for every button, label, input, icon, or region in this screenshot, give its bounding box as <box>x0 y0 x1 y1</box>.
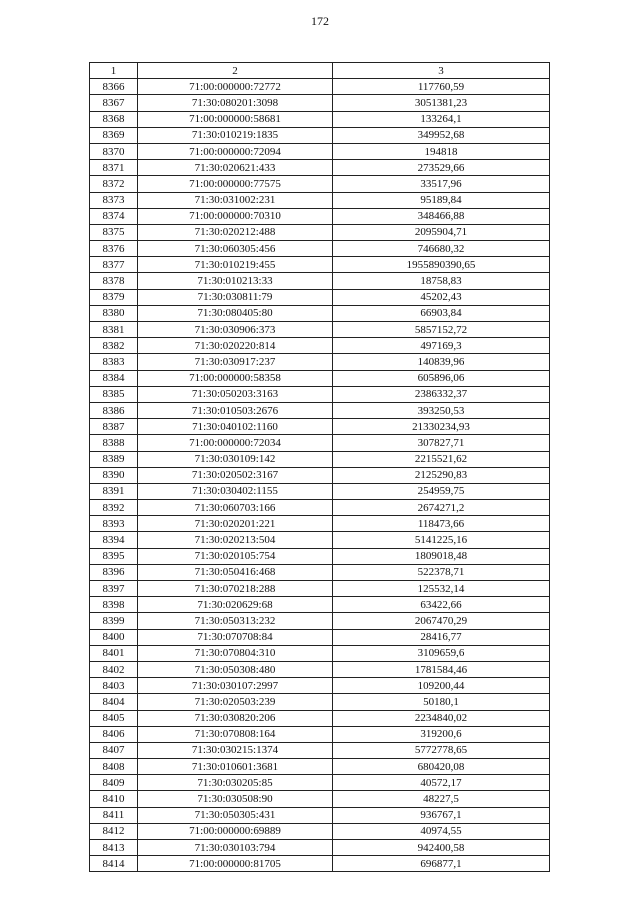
row-number-cell: 8401 <box>90 645 138 661</box>
table-row <box>90 79 550 95</box>
table-row <box>90 143 550 159</box>
table-row <box>90 694 550 710</box>
table-row <box>90 273 550 289</box>
data-table <box>89 62 550 872</box>
value-cell: 5772778,65 <box>333 742 550 758</box>
table-row <box>90 775 550 791</box>
row-number-cell: 8366 <box>90 79 138 95</box>
cadastral-number-cell: 71:30:010503:2676 <box>138 402 333 418</box>
table-row <box>90 548 550 564</box>
table-row <box>90 111 550 127</box>
cadastral-number-cell: 71:00:000000:72094 <box>138 143 333 159</box>
cadastral-number-cell: 71:30:010213:33 <box>138 273 333 289</box>
row-number-cell: 8407 <box>90 742 138 758</box>
value-cell: 109200,44 <box>333 678 550 694</box>
value-cell: 746680,32 <box>333 241 550 257</box>
row-number-cell: 8388 <box>90 435 138 451</box>
table-row <box>90 370 550 386</box>
value-cell: 63422,66 <box>333 597 550 613</box>
cadastral-number-cell: 71:30:030811:79 <box>138 289 333 305</box>
value-cell: 2674271,2 <box>333 500 550 516</box>
row-number-cell: 8368 <box>90 111 138 127</box>
cadastral-number-cell: 71:30:020105:754 <box>138 548 333 564</box>
table-row <box>90 613 550 629</box>
value-cell: 307827,71 <box>333 435 550 451</box>
table-row <box>90 386 550 402</box>
value-cell: 522378,71 <box>333 564 550 580</box>
row-number-cell: 8399 <box>90 613 138 629</box>
value-cell: 48227,5 <box>333 791 550 807</box>
cadastral-number-cell: 71:30:031002:231 <box>138 192 333 208</box>
cadastral-number-cell: 71:30:020503:239 <box>138 694 333 710</box>
table-row <box>90 710 550 726</box>
value-cell: 2125290,83 <box>333 467 550 483</box>
cadastral-number-cell: 71:30:020502:3167 <box>138 467 333 483</box>
row-number-cell: 8412 <box>90 823 138 839</box>
cadastral-number-cell: 71:30:030109:142 <box>138 451 333 467</box>
cadastral-number-cell: 71:00:000000:77575 <box>138 176 333 192</box>
value-cell: 33517,96 <box>333 176 550 192</box>
value-cell: 273529,66 <box>333 160 550 176</box>
cadastral-number-cell: 71:30:030508:90 <box>138 791 333 807</box>
table-row <box>90 840 550 856</box>
table-row <box>90 127 550 143</box>
value-cell: 18758,83 <box>333 273 550 289</box>
table-row <box>90 224 550 240</box>
row-number-cell: 8381 <box>90 322 138 338</box>
value-cell: 680420,08 <box>333 759 550 775</box>
table-row <box>90 856 550 872</box>
row-number-cell: 8384 <box>90 370 138 386</box>
row-number-cell: 8367 <box>90 95 138 111</box>
table-row <box>90 257 550 273</box>
cadastral-number-cell: 71:00:000000:81705 <box>138 856 333 872</box>
row-number-cell: 8390 <box>90 467 138 483</box>
row-number-cell: 8375 <box>90 224 138 240</box>
row-number-cell: 8387 <box>90 419 138 435</box>
cadastral-number-cell: 71:30:050313:232 <box>138 613 333 629</box>
cadastral-number-cell: 71:30:030906:373 <box>138 322 333 338</box>
cadastral-number-cell: 71:30:040102:1160 <box>138 419 333 435</box>
table-row <box>90 402 550 418</box>
row-number-cell: 8405 <box>90 710 138 726</box>
cadastral-number-cell: 71:30:030107:2997 <box>138 678 333 694</box>
value-cell: 3109659,6 <box>333 645 550 661</box>
row-number-cell: 8391 <box>90 483 138 499</box>
value-cell: 1809018,48 <box>333 548 550 564</box>
cadastral-number-cell: 71:30:060703:166 <box>138 500 333 516</box>
value-cell: 2095904,71 <box>333 224 550 240</box>
cadastral-number-cell: 71:30:020213:504 <box>138 532 333 548</box>
cadastral-number-cell: 71:30:060305:456 <box>138 241 333 257</box>
cadastral-number-cell: 71:30:010601:3681 <box>138 759 333 775</box>
cadastral-number-cell: 71:00:000000:70310 <box>138 208 333 224</box>
row-number-cell: 8370 <box>90 143 138 159</box>
row-number-cell: 8382 <box>90 338 138 354</box>
cadastral-number-cell: 71:30:030820:206 <box>138 710 333 726</box>
table-row <box>90 807 550 823</box>
value-cell: 3051381,23 <box>333 95 550 111</box>
value-cell: 66903,84 <box>333 305 550 321</box>
value-cell: 2215521,62 <box>333 451 550 467</box>
cadastral-number-cell: 71:30:050308:480 <box>138 661 333 677</box>
value-cell: 133264,1 <box>333 111 550 127</box>
row-number-cell: 8413 <box>90 840 138 856</box>
cadastral-number-cell: 71:30:030402:1155 <box>138 483 333 499</box>
row-number-cell: 8395 <box>90 548 138 564</box>
table-row <box>90 581 550 597</box>
value-cell: 942400,58 <box>333 840 550 856</box>
value-cell: 1781584,46 <box>333 661 550 677</box>
value-cell: 936767,1 <box>333 807 550 823</box>
value-cell: 45202,43 <box>333 289 550 305</box>
row-number-cell: 8414 <box>90 856 138 872</box>
value-cell: 1955890390,65 <box>333 257 550 273</box>
table-row <box>90 419 550 435</box>
table-row <box>90 289 550 305</box>
table-row <box>90 451 550 467</box>
row-number-cell: 8378 <box>90 273 138 289</box>
row-number-cell: 8406 <box>90 726 138 742</box>
cadastral-number-cell: 71:30:050203:3163 <box>138 386 333 402</box>
table-row <box>90 823 550 839</box>
table-row <box>90 629 550 645</box>
cadastral-number-cell: 71:30:050305:431 <box>138 807 333 823</box>
table-row <box>90 467 550 483</box>
table-row <box>90 354 550 370</box>
cadastral-number-cell: 71:30:080405:80 <box>138 305 333 321</box>
row-number-cell: 8392 <box>90 500 138 516</box>
value-cell: 40572,17 <box>333 775 550 791</box>
column-header-1: 1 <box>90 63 138 79</box>
table-row <box>90 516 550 532</box>
cadastral-number-cell: 71:30:030215:1374 <box>138 742 333 758</box>
table-row <box>90 759 550 775</box>
row-number-cell: 8396 <box>90 564 138 580</box>
cadastral-number-cell: 71:30:020629:68 <box>138 597 333 613</box>
cadastral-number-cell: 71:30:070804:310 <box>138 645 333 661</box>
table-row <box>90 678 550 694</box>
value-cell: 319200,6 <box>333 726 550 742</box>
table-row <box>90 160 550 176</box>
row-number-cell: 8377 <box>90 257 138 273</box>
row-number-cell: 8393 <box>90 516 138 532</box>
cadastral-number-cell: 71:30:050416:468 <box>138 564 333 580</box>
page-number: 172 <box>311 14 329 28</box>
row-number-cell: 8379 <box>90 289 138 305</box>
table-row <box>90 500 550 516</box>
row-number-cell: 8374 <box>90 208 138 224</box>
value-cell: 194818 <box>333 143 550 159</box>
row-number-cell: 8404 <box>90 694 138 710</box>
value-cell: 5857152,72 <box>333 322 550 338</box>
table-row <box>90 564 550 580</box>
value-cell: 393250,53 <box>333 402 550 418</box>
row-number-cell: 8380 <box>90 305 138 321</box>
value-cell: 5141225,16 <box>333 532 550 548</box>
value-cell: 40974,55 <box>333 823 550 839</box>
cadastral-number-cell: 71:30:030917:237 <box>138 354 333 370</box>
value-cell: 605896,06 <box>333 370 550 386</box>
value-cell: 349952,68 <box>333 127 550 143</box>
cadastral-number-cell: 71:30:020621:433 <box>138 160 333 176</box>
row-number-cell: 8372 <box>90 176 138 192</box>
table-row <box>90 791 550 807</box>
cadastral-number-cell: 71:30:030205:85 <box>138 775 333 791</box>
row-number-cell: 8403 <box>90 678 138 694</box>
column-header-2: 2 <box>138 63 333 79</box>
row-number-cell: 8409 <box>90 775 138 791</box>
cadastral-number-cell: 71:30:070708:84 <box>138 629 333 645</box>
cadastral-number-cell: 71:00:000000:72772 <box>138 79 333 95</box>
column-header-3: 3 <box>333 63 550 79</box>
value-cell: 696877,1 <box>333 856 550 872</box>
table-row <box>90 176 550 192</box>
table-body <box>90 79 550 872</box>
table-row <box>90 483 550 499</box>
cadastral-number-cell: 71:00:000000:72034 <box>138 435 333 451</box>
row-number-cell: 8411 <box>90 807 138 823</box>
cadastral-number-cell: 71:30:010219:455 <box>138 257 333 273</box>
value-cell: 2234840,02 <box>333 710 550 726</box>
table-row <box>90 597 550 613</box>
value-cell: 117760,59 <box>333 79 550 95</box>
table-row <box>90 322 550 338</box>
value-cell: 50180,1 <box>333 694 550 710</box>
table-row <box>90 435 550 451</box>
row-number-cell: 8386 <box>90 402 138 418</box>
cadastral-number-cell: 71:30:020220:814 <box>138 338 333 354</box>
value-cell: 2067470,29 <box>333 613 550 629</box>
value-cell: 21330234,93 <box>333 419 550 435</box>
row-number-cell: 8410 <box>90 791 138 807</box>
row-number-cell: 8369 <box>90 127 138 143</box>
table-row <box>90 661 550 677</box>
table-row <box>90 241 550 257</box>
table-row <box>90 338 550 354</box>
cadastral-number-cell: 71:30:020212:488 <box>138 224 333 240</box>
row-number-cell: 8376 <box>90 241 138 257</box>
row-number-cell: 8397 <box>90 581 138 597</box>
cadastral-number-cell: 71:30:070218:288 <box>138 581 333 597</box>
row-number-cell: 8398 <box>90 597 138 613</box>
value-cell: 2386332,37 <box>333 386 550 402</box>
table-row <box>90 208 550 224</box>
value-cell: 28416,77 <box>333 629 550 645</box>
value-cell: 497169,3 <box>333 338 550 354</box>
cadastral-number-cell: 71:30:010219:1835 <box>138 127 333 143</box>
row-number-cell: 8383 <box>90 354 138 370</box>
table-row <box>90 645 550 661</box>
row-number-cell: 8385 <box>90 386 138 402</box>
row-number-cell: 8373 <box>90 192 138 208</box>
value-cell: 254959,75 <box>333 483 550 499</box>
value-cell: 140839,96 <box>333 354 550 370</box>
row-number-cell: 8400 <box>90 629 138 645</box>
cadastral-number-cell: 71:00:000000:58681 <box>138 111 333 127</box>
row-number-cell: 8408 <box>90 759 138 775</box>
value-cell: 118473,66 <box>333 516 550 532</box>
cadastral-number-cell: 71:30:070808:164 <box>138 726 333 742</box>
cadastral-number-cell: 71:00:000000:58358 <box>138 370 333 386</box>
cadastral-number-cell: 71:30:030103:794 <box>138 840 333 856</box>
table-row <box>90 742 550 758</box>
value-cell: 348466,88 <box>333 208 550 224</box>
value-cell: 95189,84 <box>333 192 550 208</box>
cadastral-number-cell: 71:30:020201:221 <box>138 516 333 532</box>
row-number-cell: 8402 <box>90 661 138 677</box>
table-row <box>90 532 550 548</box>
table-row <box>90 305 550 321</box>
row-number-cell: 8394 <box>90 532 138 548</box>
cadastral-number-cell: 71:00:000000:69889 <box>138 823 333 839</box>
cadastral-number-cell: 71:30:080201:3098 <box>138 95 333 111</box>
value-cell: 125532,14 <box>333 581 550 597</box>
row-number-cell: 8371 <box>90 160 138 176</box>
row-number-cell: 8389 <box>90 451 138 467</box>
table-row <box>90 95 550 111</box>
table-row <box>90 192 550 208</box>
table-row <box>90 726 550 742</box>
table-header-row <box>90 63 550 79</box>
